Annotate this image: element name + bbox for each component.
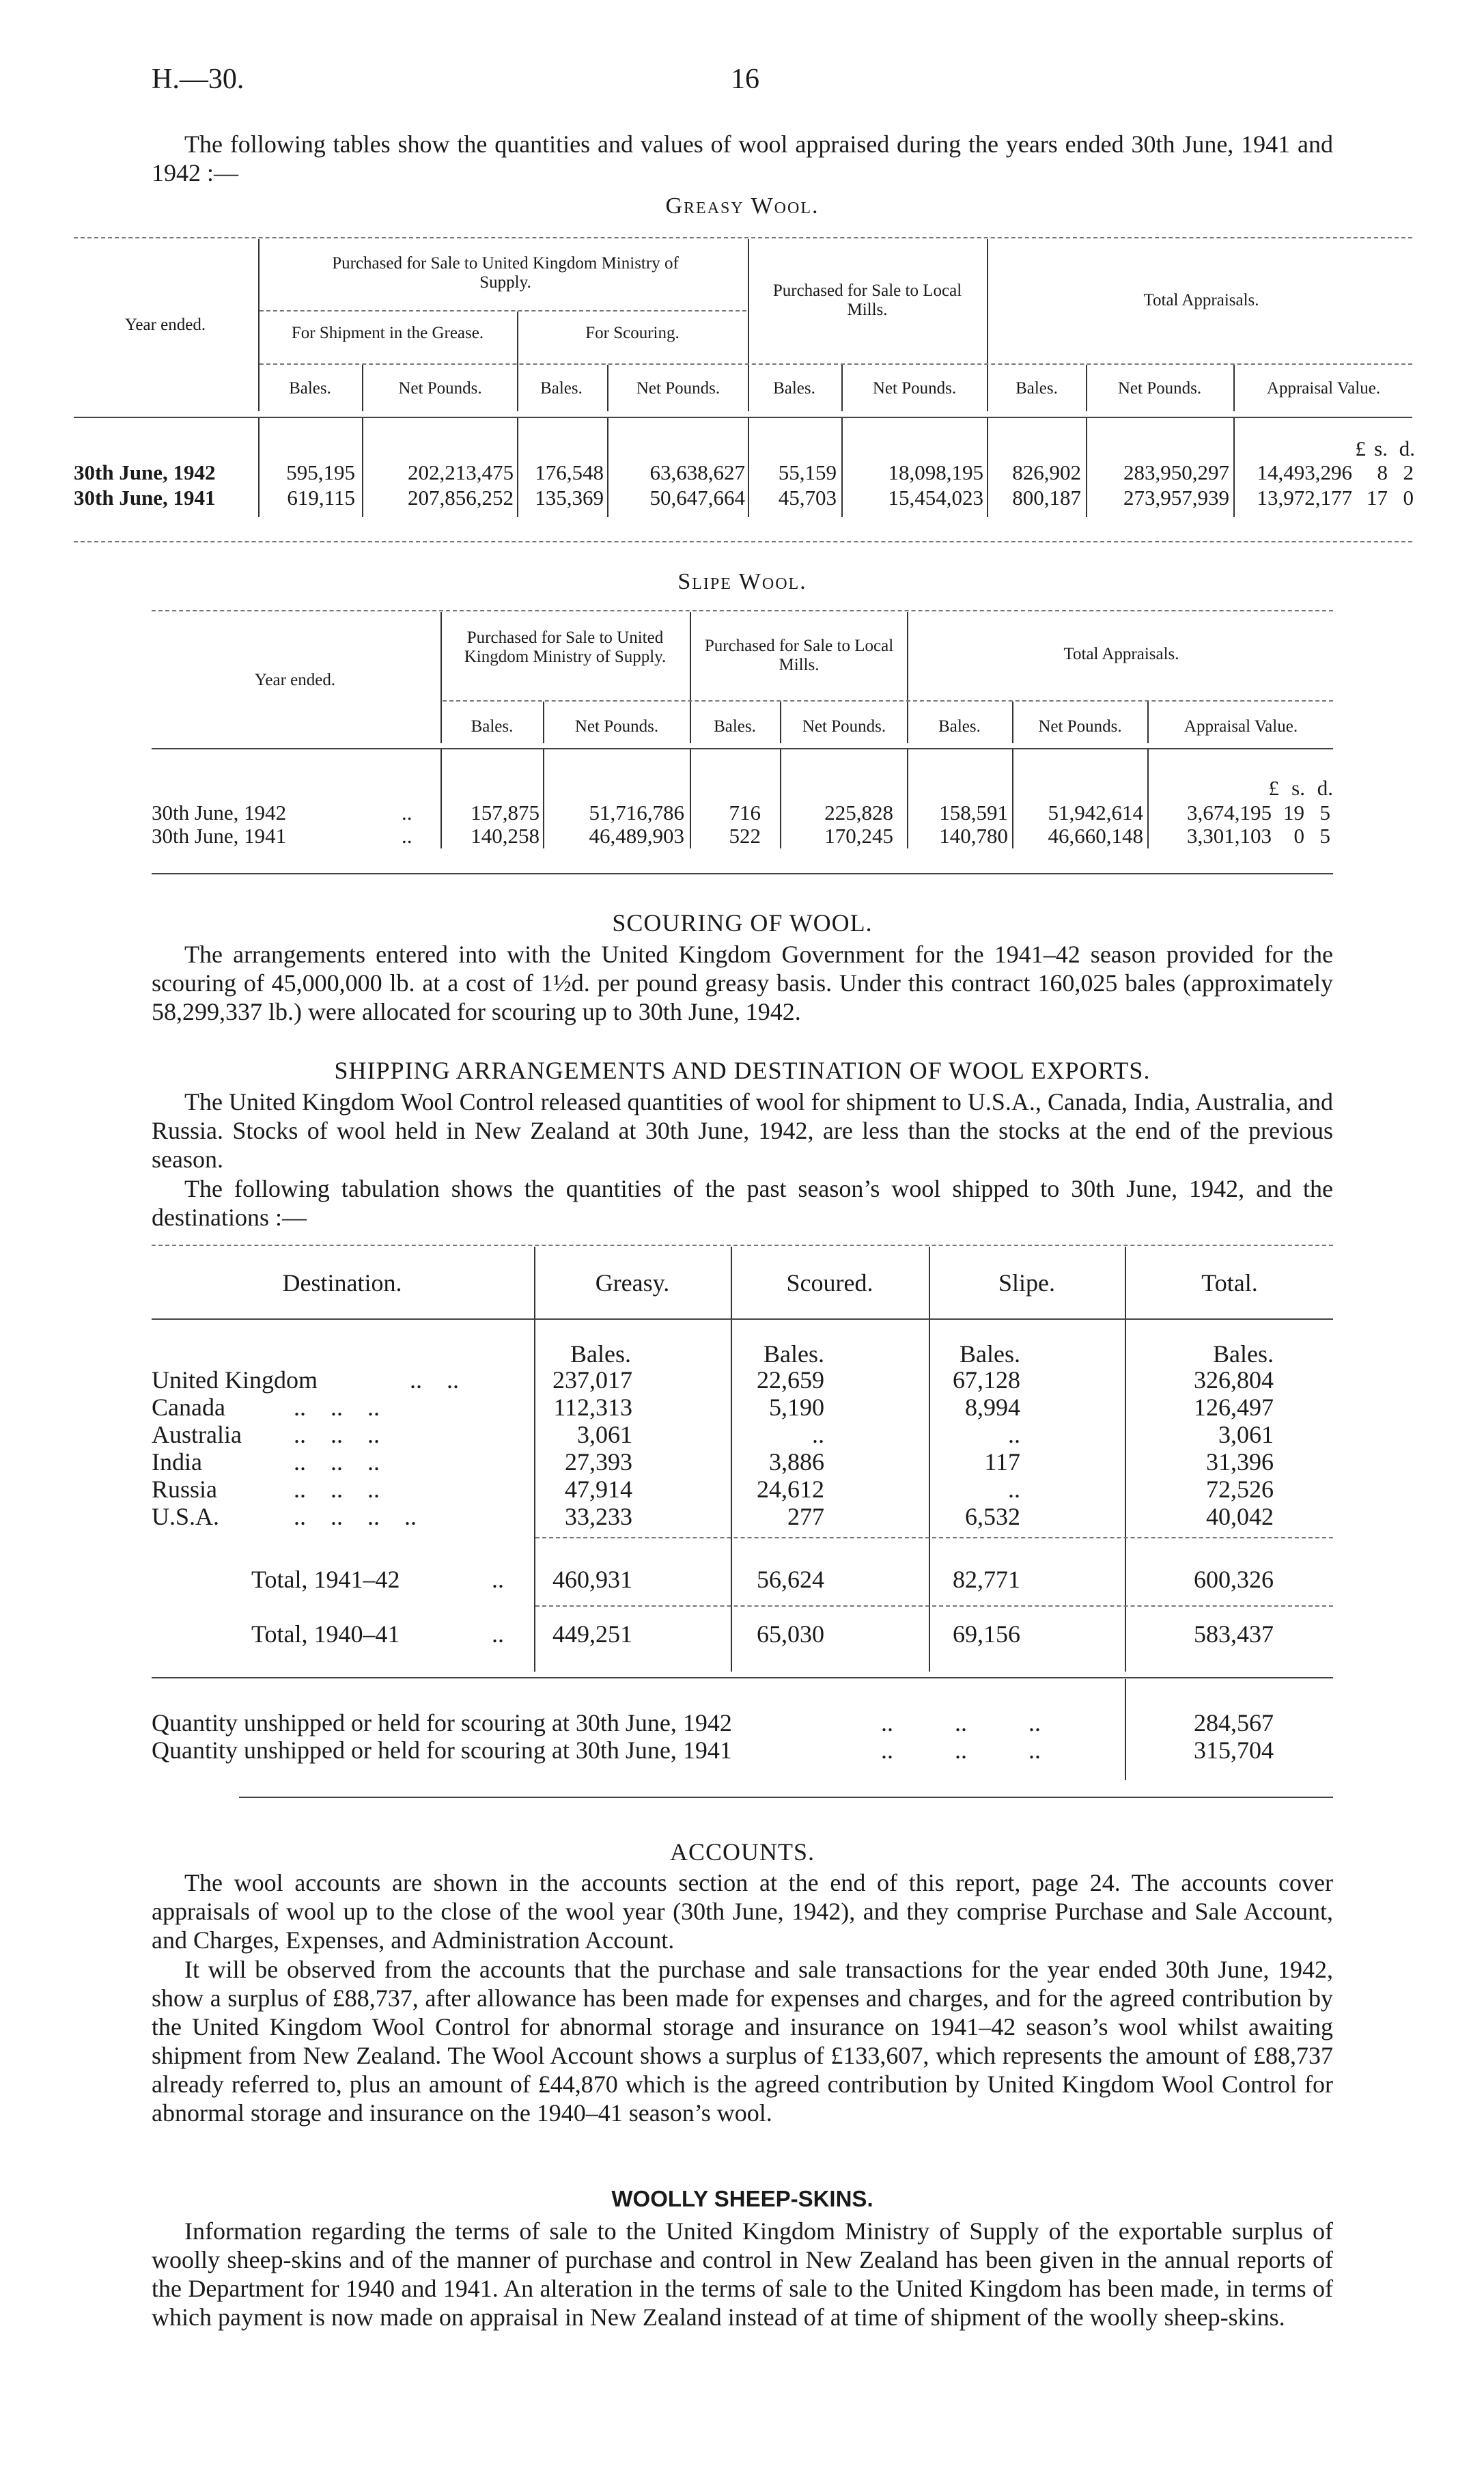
slipe-wool-title: Slipe Wool. xyxy=(677,569,807,594)
slipe-currency-shillings: s. xyxy=(1291,776,1305,800)
greasy-h-local-net: Net Pounds. xyxy=(872,379,957,398)
dest-unit-scoured: Bales. xyxy=(764,1340,824,1368)
slipe-col-year: Year ended. xyxy=(254,671,336,689)
slipe-h-local-bales: Bales. xyxy=(714,717,756,736)
greasy-sub-shipment: For Shipment in the Grease. xyxy=(291,324,484,342)
greasy-h-total-bales: Bales. xyxy=(1016,379,1058,398)
dest-unit-total: Bales. xyxy=(1213,1340,1274,1368)
dest-h-destination: Destination. xyxy=(282,1269,402,1297)
greasy-h-ship-net: Net Pounds. xyxy=(398,379,482,398)
sheepskins-paragraph: Information regarding the terms of sale to the United Kingdom Ministry of Supply of the exportable surplus of woolly sheep-skins and of the manner of purchase and control in New Zealand has been given in the annual reports of the Department for 1940 and 1941. An alteration in the terms of sale to the United Kingdom has been made, in terms of which payment is now made on appraisal in New Zealand instead of at time of shipment of the woolly sheep-skins. xyxy=(152,2217,1333,2331)
dest-h-greasy: Greasy. xyxy=(595,1269,670,1297)
scouring-paragraph: The arrangements entered into with the United Kingdom Government for the 1941–42 season provided for the scouring of 45,000,000 lb. at a cost of 1½d. per pound greasy basis. Under this contract 160,025 bales (approximately 58,299,337 lb.) were allocated for scouring up to 30th June, 1942. xyxy=(152,941,1333,1025)
slipe-currency-pounds: £ xyxy=(1268,776,1279,800)
greasy-group-uk: Purchased for Sale to United Kingdom Ministry of Supply. xyxy=(332,254,679,292)
greasy-h-total-net: Net Pounds. xyxy=(1117,379,1202,398)
page-number: 16 xyxy=(731,64,759,95)
shipping-paragraph-2: The following tabulation shows the quantities of the past season’s wool shipped to 30th June, 1942, and the destinations :— xyxy=(152,1175,1333,1231)
greasy-h-scour-net: Net Pounds. xyxy=(636,379,720,398)
greasy-currency-pounds: £ xyxy=(1355,437,1366,460)
document-reference: H.—30. xyxy=(152,64,244,95)
dest-h-total: Total. xyxy=(1201,1269,1258,1297)
slipe-h-uk-net: Net Pounds. xyxy=(574,717,659,736)
accounts-paragraph-1: The wool accounts are shown in the accounts section at the end of this report, page 24. The accounts cover appraisals of wool up to the close of the wool year (30th June, 1942), and they comprise Purchase and Sale Account, and Charges, Expenses, and Administration Account. xyxy=(152,1869,1333,1954)
scouring-heading: SCOURING OF WOOL. xyxy=(612,909,873,937)
greasy-h-scour-bales: Bales. xyxy=(540,379,583,398)
dest-h-slipe: Slipe. xyxy=(998,1269,1055,1297)
intro-paragraph: The following tables show the quantities and values of wool appraised during the years ended 30th June, 1941 and 1942 :— xyxy=(152,130,1333,186)
dest-unit-slipe: Bales. xyxy=(960,1340,1020,1368)
slipe-h-total-net: Net Pounds. xyxy=(1038,717,1122,736)
slipe-h-uk-bales: Bales. xyxy=(471,717,514,736)
greasy-currency-shillings: s. xyxy=(1374,437,1388,460)
slipe-h-local-net: Net Pounds. xyxy=(802,717,886,736)
dest-unit-greasy: Bales. xyxy=(570,1340,631,1368)
greasy-sub-scouring: For Scouring. xyxy=(585,324,680,342)
slipe-h-total-bales: Bales. xyxy=(938,717,981,736)
greasy-col-year: Year ended. xyxy=(124,316,206,334)
greasy-h-value: Appraisal Value. xyxy=(1266,379,1381,398)
slipe-h-value: Appraisal Value. xyxy=(1184,717,1298,736)
greasy-currency-pence: d. xyxy=(1399,437,1415,460)
dest-h-scoured: Scoured. xyxy=(786,1269,873,1297)
shipping-paragraph-1: The United Kingdom Wool Control released quantities of wool for shipment to U.S.A., Canada, India, Australia, and Russia. Stocks of wool held in New Zealand at 30th June, 1942, are less than the stocks at the end of the previous season. xyxy=(152,1088,1333,1173)
slipe-currency-pence: d. xyxy=(1317,776,1333,800)
document-page: H.—30. 16 The following tables show the quantities and values of wool appraised during the years ended 30th June, 1941 and 1942 :— Greasy Wool. Year ended. Purchased for Sale to United Kingdom Ministry of Supply. For Shipment in the Grease. For Scouring. Purchased for Sale to Local Mills. Total Appraisals. Bales. Net Pounds. Bales. Net Pounds. Bales. Net Pounds. Bales. Net Pounds. Appraisal Value. £ s. d. 30th June, 1942 595,195 202,213,475 176,548 63,638,627 55,159 18,098,195 826,902 283,950,297 14,493,296 8 2 30th June, 1941 619,115 207,856,252 135,369 50,647,664 45,703 15,454,023 800,187 273,957,939 13,972,177 17 0 Slipe Wool. Year ended. Purchased for Sale to United Kingdom Ministry of Supply. Purchased for Sale to Local Mills. Total Appraisals. Bales. Net Pounds. Bales. Net Pounds. Bales. Net Pounds. Appraisal Value. £ s. d. 30th June, 1942 .. 157,875 51,716,786 716 225,828 158,591 51,942,614 3,674,195 19 5 30th June, 1941 .. 140,258 46,489,903 522 170,245 140,780 46,660,148 3,301,103 0 5 SCOURING OF WOOL. The arrangements entered into with the United Kingdom Government for the 1941–42 season provided for the scouring of 45,000,000 lb. at a cost of 1½d. per pound greasy basis. Under this contract 160,025 bales (approximately 58,299,337 lb.) were allocated for scouring up to 30th June, 1942. SHIPPING ARRANGEMENTS AND DESTINATION OF WOOL EXPORTS. The United Kingdom Wool Control released quantities of wool for shipment to U.S.A., Canada, India, Australia, and Russia. Stocks of wool held in New Zealand at 30th June, 1942, are less than the stocks at the end of the previous season. The following tabulation shows the quantities of the past season’s wool shipped to 30th June, 1942, and the destinations :— Destination. Greasy. Scoured. Slipe. Total. Bales. Bales. Bales. Bales. United Kingdom .. .. 237,017 22,659 67,128 326,804 Canada .. .. .. 112,313 5,190 8,994 126,497 Australia .. .. .. 3,061 .. .. 3,061 India .. .. .. 27,393 3,886 117 31,396 Russia .. .. .. 47,914 24,612 .. 72,526 U.S.A. .. .. .. .. 33,233 277 6,532 40,042 Total, 1941–42 .. 460,931 56,624 82,771 600,326 Total, 1940–41 .. 449,251 65,030 69,156 583,437 Quantity unshipped or held for scouring at 30th June, 1942 .. .. .. 284,567 Quantity unshipped or held for scouring at 30th June, 1941 .. .. .. 315,704 ACCOUNTS. The wool accounts are shown in the accounts section at the end of this report, page 24. The accounts cover appraisals of wool up to the close of the wool year (30th June, 1942), and they comprise Purchase and Sale Account, and Charges, Expenses, and Administration Account. It will be observed from the accounts that the purchase and sale transactions for the year ended 30th June, 1942, show a surplus of £88,737, after allowance has been made for expenses and charges, and for the agreed contribution by the United Kingdom Wool Control for abnormal storage and insurance on 1941–42 season’s wool whilst awaiting shipment from New Zealand. The Wool Account shows a surplus of £133,607, which represents the amount of £88,737 already referred to, plus an amount of £44,870 which is the agreed contribution by United Kingdom Wool Control for abnormal storage and insurance on the 1940–41 season’s wool. WOOLLY SHEEP-SKINS. Information regarding the terms of sale to the United Kingdom Ministry of Supply of the exportable surplus of woolly sheep-skins and of the manner of purchase and control in New Zealand has been given in the annual reports of the Department for 1940 and 1941. An alteration in the terms of sale to the United Kingdom has been made, in terms of which payment is now made on appraisal in New Zealand instead of at time of shipment of the woolly sheep-skins. xyxy=(74,64,1415,2331)
accounts-paragraph-2: It will be observed from the accounts that the purchase and sale transactions for the year ended 30th June, 1942, show a surplus of £88,737, after allowance has been made for expenses and charges, and for the agreed contribution by the United Kingdom Wool Control for abnormal storage and insurance on 1941–42 season’s wool whilst awaiting shipment from New Zealand. The Wool Account shows a surplus of £133,607, which represents the amount of £88,737 already referred to, plus an amount of £44,870 which is the agreed contribution by United Kingdom Wool Control for abnormal storage and insurance on the 1940–41 season’s wool. xyxy=(152,1956,1333,2127)
greasy-group-total: Total Appraisals. xyxy=(1143,291,1259,309)
greasy-group-local: Purchased for Sale to Local Mills. xyxy=(772,281,962,319)
slipe-group-total: Total Appraisals. xyxy=(1063,645,1179,663)
greasy-h-local-bales: Bales. xyxy=(773,379,815,398)
shipping-heading: SHIPPING ARRANGEMENTS AND DESTINATION OF WOOL EXPORTS. xyxy=(334,1057,1151,1084)
sheepskins-heading: WOOLLY SHEEP-SKINS. xyxy=(611,2186,873,2211)
greasy-h-ship-bales: Bales. xyxy=(289,379,331,398)
slipe-group-local: Purchased for Sale to Local Mills. xyxy=(704,637,894,674)
accounts-heading: ACCOUNTS. xyxy=(669,1838,815,1866)
greasy-wool-title: Greasy Wool. xyxy=(665,193,820,219)
slipe-group-uk: Purchased for Sale to United Kingdom Ministry of Supply. xyxy=(464,628,667,666)
